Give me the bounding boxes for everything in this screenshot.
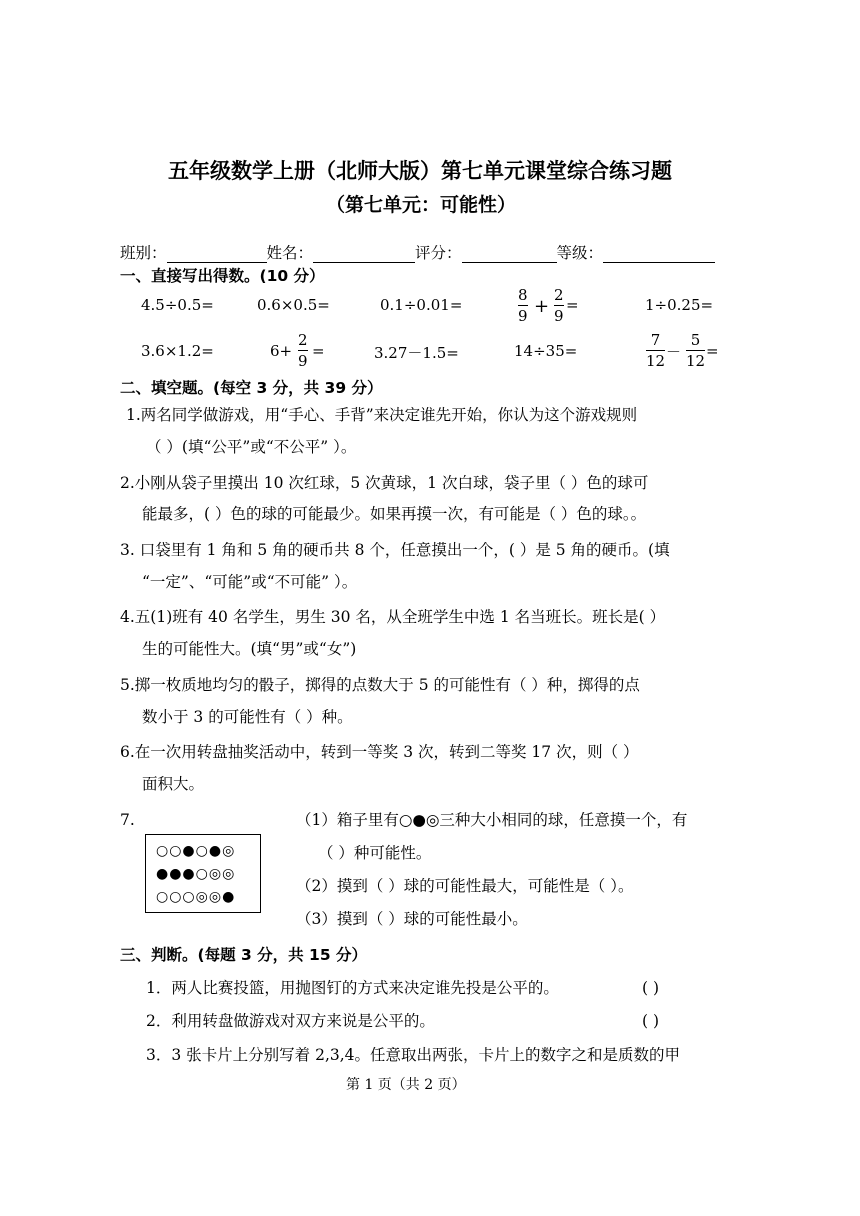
calc-2e-frac1: 7 12 bbox=[646, 331, 666, 370]
section2-heading: 二、填空题。(每空 3 分，共 39 分） bbox=[120, 379, 383, 397]
calc-1d-op: + bbox=[534, 296, 550, 317]
ball-row-1: ○○●○●◎ bbox=[156, 843, 236, 859]
calc-2b-eq: = bbox=[312, 342, 325, 360]
calc-1b: 0.6×0.5= bbox=[257, 296, 330, 314]
ball-row-3: ○○○◎◎● bbox=[156, 889, 236, 905]
calc-1a: 4.5÷0.5= bbox=[141, 296, 214, 314]
q2-5-line2: 数小于 3 的可能性有（ ）种。 bbox=[142, 708, 353, 726]
name-blank bbox=[313, 246, 415, 263]
calc-1c: 0.1÷0.01= bbox=[380, 296, 463, 314]
q3-2: 2．利用转盘做游戏对双方来说是公平的。 bbox=[146, 1012, 435, 1030]
class-label: 班别： bbox=[120, 244, 167, 262]
grade-blank bbox=[603, 246, 715, 263]
page-subtitle: （第七单元：可能性） bbox=[326, 194, 517, 216]
q2-7-part2: （2）摸到（ ）球的可能性最大，可能性是（ ）。 bbox=[296, 877, 634, 895]
q2-1-line2: （ ）(填“公平”或“不公平” ）。 bbox=[146, 438, 357, 456]
q2-2-line1: 2.小刚从袋子里摸出 10 次红球，5 次黄球，1 次白球，袋子里（ ）色的球可 bbox=[120, 474, 649, 492]
q2-7-part3: （3）摸到（ ）球的可能性最小。 bbox=[296, 910, 528, 928]
calc-1d-eq: = bbox=[566, 296, 579, 314]
q2-6-line2: 面积大。 bbox=[142, 775, 205, 793]
class-blank bbox=[167, 246, 267, 263]
calc-2d: 14÷35= bbox=[514, 342, 578, 360]
section3-heading: 三、判断。(每题 3 分，共 15 分） bbox=[120, 946, 368, 964]
calc-2a: 3.6×1.2= bbox=[141, 342, 214, 360]
ball-box bbox=[145, 834, 261, 913]
calc-2b-frac: 2 9 bbox=[298, 331, 308, 370]
name-label: 姓名： bbox=[266, 244, 314, 262]
q3-1: 1．两人比赛投篮，用抛图钉的方式来决定谁先投是公平的。 bbox=[146, 979, 559, 997]
calc-1d-frac1: 8 9 bbox=[518, 286, 528, 325]
q2-1-line1: 1.两名同学做游戏，用“手心、手背”来决定谁先开始，你认为这个游戏规则 bbox=[126, 406, 638, 424]
q3-1-paren: ( ) bbox=[642, 979, 660, 997]
score-blank bbox=[462, 246, 557, 263]
q2-7-number: 7. bbox=[120, 811, 135, 829]
score-label: 评分： bbox=[415, 244, 462, 262]
q2-3-line1: 3. 口袋里有 1 角和 5 角的硬币共 8 个，任意摸出一个，( ）是 5 角的硬币。(填 bbox=[120, 541, 670, 559]
q2-6-line1: 6.在一次用转盘抽奖活动中，转到一等奖 3 次，转到二等奖 17 次，则（ ） bbox=[120, 743, 639, 761]
calc-1e: 1÷0.25= bbox=[645, 296, 714, 314]
q2-2-line2: 能最多，( ）色的球的可能最少。如果再摸一次，有可能是（ ）色的球。。 bbox=[142, 505, 647, 523]
page-title: 五年级数学上册（北师大版）第七单元课堂综合练习题 bbox=[168, 159, 672, 183]
ball-row-2: ●●●○◎◎ bbox=[156, 866, 236, 882]
calc-2e-eq: = bbox=[706, 342, 719, 360]
q3-3: 3．3 张卡片上分别写着 2,3,4。任意取出两张，卡片上的数字之和是质数的甲 bbox=[146, 1046, 681, 1064]
calc-2b-whole: 6+ bbox=[270, 342, 293, 360]
q2-3-line2: “一定”、“可能”或“不可能” ）。 bbox=[142, 573, 358, 591]
q2-4-line2: 生的可能性大。(填“男”或“女”) bbox=[142, 640, 357, 658]
section1-heading: 一、直接写出得数。(10 分） bbox=[120, 267, 325, 285]
grade-label: 等级： bbox=[556, 244, 604, 262]
q2-7-part1b: （ ）种可能性。 bbox=[318, 844, 432, 862]
calc-2c: 3.27－1.5= bbox=[374, 344, 459, 362]
calc-2e-op: － bbox=[666, 343, 682, 361]
q3-2-paren: ( ) bbox=[642, 1012, 660, 1030]
q2-7-part1: （1）箱子里有○●◎三种大小相同的球，任意摸一个，有 bbox=[296, 811, 688, 829]
calc-1d-frac2: 2 9 bbox=[554, 286, 564, 325]
q2-4-line1: 4.五(1)班有 40 名学生，男生 30 名，从全班学生中选 1 名当班长。班长是( ） bbox=[120, 608, 666, 626]
page-footer: 第 1 页（共 2 页） bbox=[346, 1077, 466, 1093]
student-info-line bbox=[120, 243, 715, 263]
calc-2e-frac2: 5 12 bbox=[686, 331, 706, 370]
q2-5-line1: 5.掷一枚质地均匀的骰子，掷得的点数大于 5 的可能性有（ ）种，掷得的点 bbox=[120, 676, 640, 694]
